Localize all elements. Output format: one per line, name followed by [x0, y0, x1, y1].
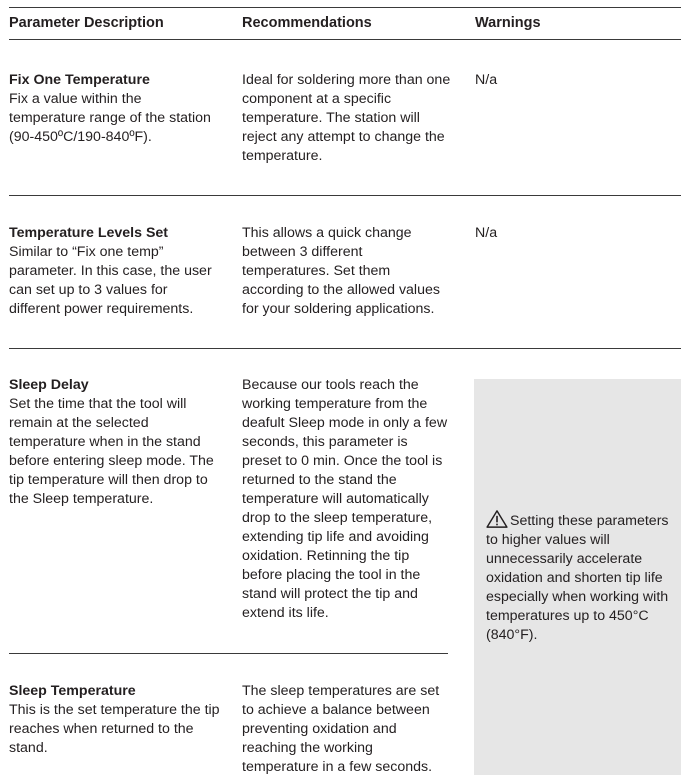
parameter-description: This is the set temperature the tip reaches when returned to the stand.	[9, 702, 220, 756]
row-rule	[9, 348, 681, 349]
header-warnings: Warnings	[475, 15, 541, 31]
row-fix-one-temperature-warning: N/a	[475, 72, 498, 88]
parameter-title: Temperature Levels Set	[9, 225, 169, 241]
row-rule	[9, 195, 681, 196]
row-fix-one-temperature-recommendation: Ideal for soldering more than one component at a specific temperature. The station will reject any attempt to change the temperature.	[242, 72, 451, 164]
row-temperature-levels-set-warning: N/a	[475, 225, 498, 241]
row-sleep-delay-description-cell	[9, 376, 221, 509]
header-recommendations: Recommendations	[242, 15, 372, 31]
parameter-title: Sleep Delay	[9, 377, 89, 393]
row-sleep-temperature-description-cell	[9, 682, 221, 758]
warning-triangle-icon	[486, 510, 508, 528]
table-top-rule	[9, 7, 681, 8]
row-temperature-levels-set-description-cell	[9, 224, 221, 319]
row-fix-one-temperature-description-cell	[9, 71, 221, 147]
warning-text: Setting these parameters to higher values will unnecessarily accelerate oxidation and shorten tip life especially when working with temperatures up to 450°C (840°F).	[486, 513, 669, 643]
header-parameter-description: Parameter Description	[9, 15, 164, 31]
parameter-description: Fix a value within the temperature range of the station (90-450ºC/190-840ºF).	[9, 91, 211, 145]
row-sleep-temperature-recommendation: The sleep temperatures are set to achieve a balance between preventing oxidation and reaching the working temperature in a few seconds.	[242, 683, 440, 775]
parameter-title: Sleep Temperature	[9, 683, 136, 699]
parameter-description: Similar to “Fix one temp” parameter. In this case, the user can set up to 3 values for different power requirements.	[9, 244, 212, 317]
warning-text-block	[486, 510, 678, 645]
parameter-description: Set the time that the tool will remain at the selected temperature when in the stand before entering sleep mode. The tip temperature will then drop to the Sleep temperature.	[9, 396, 214, 507]
row-rule	[9, 653, 448, 654]
parameter-title: Fix One Temperature	[9, 72, 150, 88]
header-rule	[9, 39, 681, 40]
row-sleep-delay-recommendation: Because our tools reach the working temperature from the deafult Sleep mode in only a few seconds, this parameter is preset to 0 min. Once the tool is returned to the stand the temperature will automatically drop to the sleep temperature, extending tip life and avoiding oxidation. Retinning the tip before placing the tool in the stand will protect the tip and extend its life.	[242, 377, 448, 621]
row-temperature-levels-set-recommendation: This allows a quick change between 3 different temperatures. Set them according to the allowed values for your soldering applications.	[242, 225, 440, 317]
